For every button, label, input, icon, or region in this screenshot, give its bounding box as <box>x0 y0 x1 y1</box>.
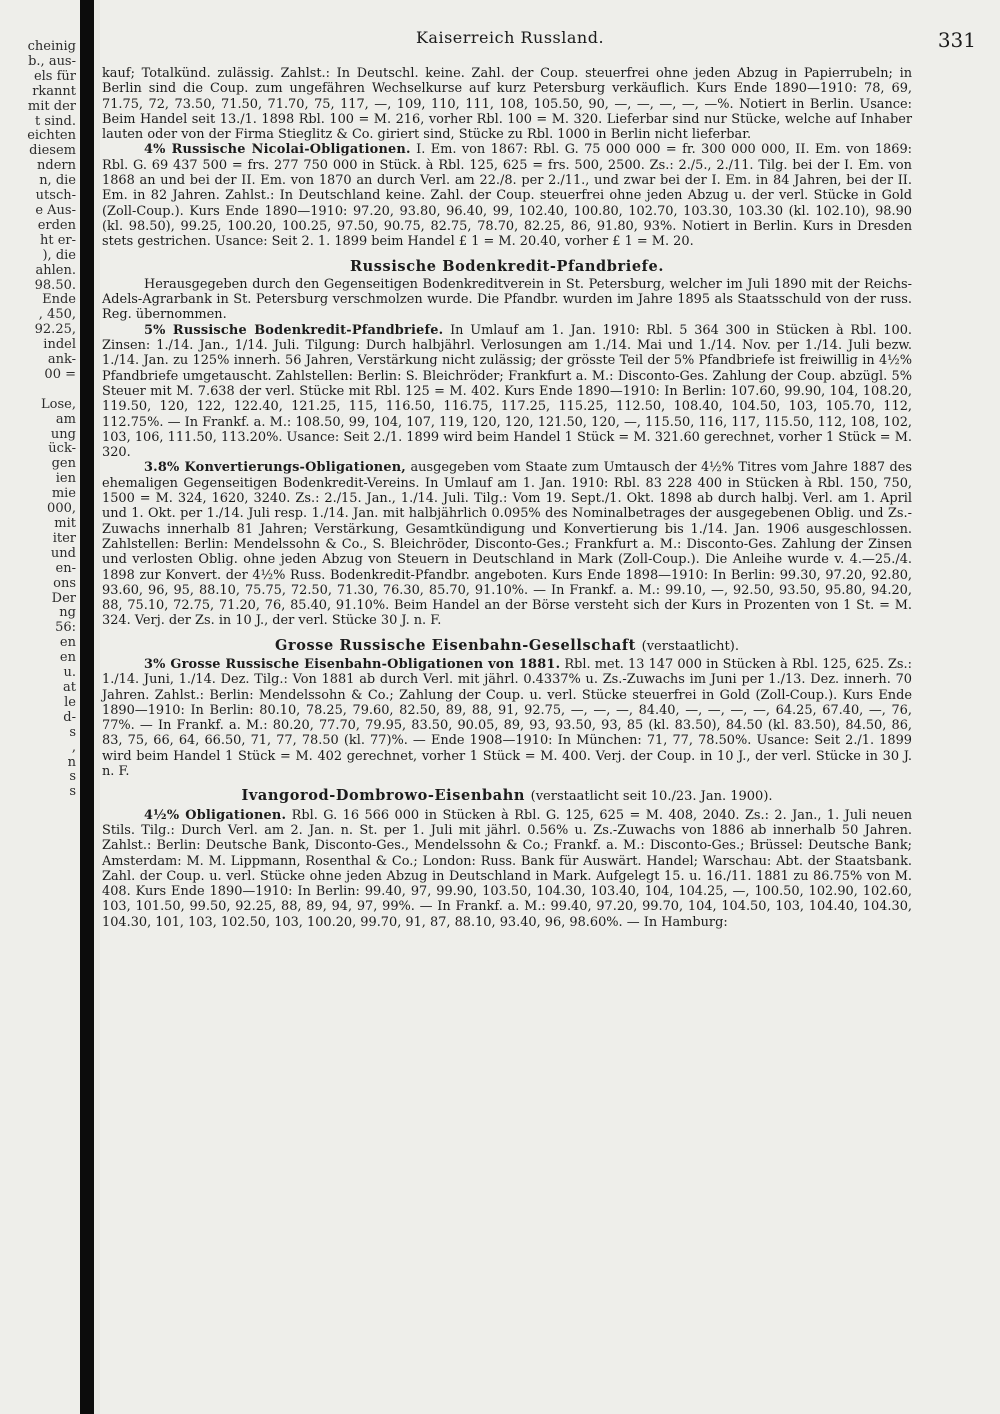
previous-page-fragment: diesem <box>29 143 76 159</box>
previous-page-fragment: ien <box>55 471 76 487</box>
previous-page-fragment: mie <box>51 486 76 502</box>
previous-page-fragment: ng <box>59 605 76 621</box>
previous-page-fragment: 56: <box>55 620 76 636</box>
previous-page-strip <box>0 0 80 1414</box>
previous-page-fragment: s <box>69 724 76 740</box>
previous-page-fragment: iter <box>52 530 76 546</box>
ivangorod-title: 4½% Obligationen. <box>144 807 287 823</box>
previous-page-fragment: t sind. <box>34 113 76 129</box>
previous-page-fragment: ht er- <box>39 232 76 248</box>
grosse-heading-note: (verstaatlicht). <box>641 638 739 654</box>
previous-page-fragment: ), die <box>42 247 76 263</box>
previous-page-fragment: utsch- <box>35 188 76 204</box>
previous-page-fragment: 000, <box>47 501 76 517</box>
previous-page-fragment: am <box>55 411 76 427</box>
running-title: Kaiserreich Russland. <box>415 28 605 47</box>
running-head <box>100 28 990 52</box>
bodenkredit-pfandbriefe-title: 5% Russische Bodenkredit-Pfandbriefe. <box>144 322 444 338</box>
previous-page-fragment: , 450, <box>38 307 76 323</box>
nicolai-title: 4% Russische Nicolai-Obligationen. <box>144 142 411 158</box>
bodenkredit-heading: Russische Bodenkredit-Pfandbriefe. <box>350 257 664 275</box>
konvertierung-text: ausgegeben vom Staate zum Umtausch der 4½% Titres vom Jahre 1887 des ehemaligen Gegenseitigen Bodenkredit-Vereins. In Umlauf am 1. Jan. 1910: Rbl. 83 228 400 in Stücken à Rbl. 150, 750, 1500 = M. 324, 1620, 3240. Zs.: 2./15. Jan., 1./14. Juli. Tilg.: Vom 19. Sept./1. Okt. 1898 ab durch halbj. Verl. am 1. April und 1. Okt. per 1./14. Juli resp. 1./14. Jan. mit halbjährlich 0.095% des Nominalbetrages der ausgegebenen Oblig. und Zs.-Zuwachs innerhalb 81 Jahren; Verstärkung, Gesamtkündigung und Konvertierung bis 1./14. Jan. 1906 ausgeschlossen. Zahlstellen: Berlin: Mendelssohn & Co., S. Bleichröder, Disconto-Ges.; Frankfurt a. M.: Disconto-Ges. Zahlung der Zinsen und verlosten Oblig. ohne jeden Abzug von Steuern in Deutschland in Mark (Zoll-Coup.). Die Anleihe wurde v. 4.—25./4. 1898 zur Konvert. der 4½% Russ. Bodenkredit-Pfandbr. angeboten. Kurs Ende 1898—1910: In Berlin: 99.30, 97.20, 92.80, 93.60, 96, 95, 88.10, 75.75, 72.50, 71.30, 76.30, 85.70, 91.10%. — In Frankf. a. M.: 99.10, —, 92.50, 93.50, 95.80, 94.20, 88, 75.10, 72.75, 71.20, 76, 85.40, 91.10%. Beim Handel an der Börse versteht sich der Kurs in Prozenten von 1 St. = M. 324. Verj. der Zs. in 10 J., der verl. Stücke 30 J. n. F. <box>102 460 913 629</box>
previous-page-fragment: els für <box>33 68 76 84</box>
page <box>100 0 1000 1414</box>
previous-page-fragment: en <box>59 635 76 651</box>
previous-page-fragment: , <box>71 739 76 755</box>
previous-page-fragment: s <box>69 769 76 785</box>
previous-page-fragment: gen <box>51 456 76 472</box>
previous-page-fragment: le <box>64 694 76 710</box>
ivangorod-heading-title: Ivangorod-Dombrowo-Eisenbahn <box>241 787 525 805</box>
previous-page-fragment: Ende <box>42 292 76 308</box>
grosse-text: Rbl. met. 13 147 000 in Stücken à Rbl. 125, 625. Zs.: 1./14. Juni, 1./14. Dez. Tilg.: Von 1881 ab durch Verl. mit jährl. 0.4337% u. Zs.-Zuwachs im Juni per 1./13. Dez. innerh. 70 Jahren. Zahlst.: Berlin: Mendelssohn & Co.; Zahlung der Coup. u. verl. Stücke steuerfrei in Gold (Zoll-Coup.). Kurs Ende 1890—1910: In Berlin: 80.10, 78.25, 79.60, 82.50, 89, 88, 91, 92.75, —, —, —, 84.40, —, —, —, —, 64.25, 67.40, —, 76, 77%. — In Frankf. a. M.: 80.20, 77.70, 79.95, 83.50, 90.05, 89, 93, 93.50, 93, 85 (kl. 83.50), 84.50 (kl. 83.50), 84.50, 86, 83, 75, 66, 64, 66.50, 71, 77, 78.50 (kl. 77)%. — Ende 1908—1910: In München: 71, 77, 78.50%. Usance: Seit 2./1. 1899 wird beim Handel 1 Stück = M. 402 gerechnet, vorher 1 Stück = M. 400. Verj. der Coup. in 10 J., der verl. Stücke in 30 J. n. F. <box>102 656 912 780</box>
ivangorod-text: Rbl. G. 16 566 000 in Stücken à Rbl. G. 125, 625 = M. 408, 2040. Zs.: 2. Jan., 1. Juli neuen Stils. Tilg.: Durch Verl. am 2. Jan. n. St. per 1. Juli mit jährl. 0.56% u. Zs.-Zuwachs von 1886 ab innerhalb 50 Jahren. Zahlst.: Berlin: Deutsche Bank, Disconto-Ges., Mendelssohn & Co.; Frankf. a. M.: Disconto-Ges.; Brüssel: Deutsche Bank; Amsterdam: M. M. Lippmann, Rosenthal & Co.; London: Russ. Bank für Auswärt. Handel; Warschau: Abt. der Staatsbank. Zahl. der Coup. u. verl. Stücke ohne jeden Abzug in Deutschland in Mark. Aufgelegt 15. u. 16./11. 1881 zu 86.75% von M. 408. Kurs Ende 1890—1910: In Berlin: 99.40, 97, 99.90, 103.50, 104.30, 103.40, 104, 104.25, —, 100.50, 102.90, 102.60, 103, 101.50, 99.50, 92.25, 88, 89, 94, 97, 99%. — In Frankf. a. M.: 99.40, 97.20, 99.70, 104, 104.50, 103, 104.40, 104.30, 104.30, 101, 103, 102.50, 103, 100.20, 99.70, 91, 87, 88.10, 93.40, 96, 98.60%. — In Hamburg: <box>102 807 912 930</box>
page-number: 331 <box>937 28 976 52</box>
previous-page-fragment: erden <box>37 217 76 233</box>
nicolai-text: I. Em. von 1867: Rbl. G. 75 000 000 = fr. 300 000 000, II. Em. von 1869: Rbl. G. 69 437 500 = frs. 277 750 000 in Stück. à Rbl. 125, 625 = frs. 500, 2500. Zs.: 2./5., 2./11. Tilg. bei der I. Em. von 1868 an und bei der II. Em. von 1870 an durch Verl. am 22./8. per 2./11., und zwar bei der I. Em. in 84 Jahren, bei der II. Em. in 82 Jahren. Zahlst.: In Deutschland keine. Zahl. der Coup. steuerfrei ohne jeden Abzug u. der verl. Stücke in Gold (Zoll-Coup.). Kurs Ende 1890—1910: 97.20, 93.80, 96.40, 99, 102.40, 100.80, 102.70, 103.30, 103.30 (kl. 102.10), 98.90 (kl. 98.50), 99.25, 100.20, 100.25, 97.50, 90.75, 82.75, 78.70, 82.25, 86, 91.80, 93%. Notiert in Berlin. Kurs in Dresden stets gestrichen. Usance: Seit 2. 1. 1899 beim Handel £ 1 = M. 20.40, vorher £ 1 = M. 20. <box>102 142 912 250</box>
previous-page-fragment: ahlen. <box>35 262 76 278</box>
previous-page-fragment: ung <box>50 426 76 442</box>
previous-page-fragment: e Aus- <box>35 202 76 218</box>
grosse-heading-title: Grosse Russische Eisenbahn-Gesellschaft <box>275 636 636 654</box>
previous-page-fragment: 92.25, <box>34 322 76 338</box>
previous-page-fragment: Der <box>51 590 76 606</box>
previous-page-fragment: at <box>63 679 76 695</box>
bodenkredit-pfandbriefe-text: In Umlauf am 1. Jan. 1910: Rbl. 5 364 300 in Stücken à Rbl. 100. Zinsen: 1./14. Jan., 1/14. Juli. Tilgung: Durch halbjährl. Verlosungen am 1./14. Mai und 1./14. Nov. per 1./14. Juli bezw. 1./14. Jan. zu 125% innerh. 56 Jahren, Verstärkung nicht zulässig; der grösste Teil der 5% Pfandbriefe ist freiwillig in 4½% Pfandbriefe umgetauscht. Zahlstellen: Berlin: S. Bleichröder; Frankfurt a. M.: Disconto-Ges. Zahlung der Coup. abzügl. 5% Steuer mit M. 7.638 der verl. Stücke mit Rbl. 125 = M. 402. Kurs Ende 1890—1910: In Berlin: 107.60, 99.90, 104, 108.20, 119.50, 120, 122, 122.40, 121.25, 115, 116.50, 116.75, 117.25, 115.25, 112.50, 108.40, 104.50, 103, 105.70, 112, 112.75%. — In Frankf. a. M.: 108.50, 99, 104, 107, 119, 120, 120, 121.50, 120, —, 115.50, 116, 117, 115.50, 112, 108, 102, 103, 106, 111.50, 113.20%. Usance: Seit 2./1. 1899 wird beim Handel 1 Stück = M. 321.60 gerechnet, vorher 1 Stück = M. 320. <box>102 322 912 461</box>
previous-page-fragment: ank- <box>47 352 76 368</box>
previous-page-fragment: 98.50. <box>34 277 76 293</box>
bodenkredit-intro: Herausgegeben durch den Gegenseitigen Bodenkreditverein in St. Petersburg, welcher im Juli 1890 mit der Reichs-Adels-Agrarbank in St. Petersburg verschmolzen wurde. Die Pfandbr. wurden im Jahre 1895 als Staatsschuld von der russ. Reg. übernommen. <box>102 276 912 323</box>
previous-page-fragment: b., aus- <box>28 53 76 69</box>
previous-page-fragment: indel <box>43 337 76 353</box>
previous-page-fragment: cheinig <box>27 39 76 54</box>
previous-page-fragment: und <box>50 545 76 561</box>
ivangorod-heading-note: (verstaatlicht seit 10./23. Jan. 1900). <box>530 789 773 805</box>
page-body <box>102 66 912 930</box>
previous-page-fragment: n <box>67 754 76 770</box>
ivangorod-heading <box>102 788 912 804</box>
previous-page-fragment: n, die <box>39 173 76 189</box>
ivangorod-paragraph <box>102 808 912 930</box>
previous-page-fragment: ück- <box>48 441 76 457</box>
previous-page-fragment: u. <box>63 665 76 681</box>
previous-page-fragment: Lose, <box>41 396 76 412</box>
intro-paragraph: kauf; Totalkünd. zulässig. Zahlst.: In Deutschl. keine. Zahl. der Coup. steuerfrei ohne jeden Abzug in Papierrubeln; in Berlin sind die Coup. zum ungefähren Wechselkurse auf kurz Petersburg verkäuflich. Kurs Ende 1890—1910: 78, 69, 71.75, 72, 73.50, 71.50, 71.70, 75, 117, —, 109, 110, 111, 108, 105.50, 90, —, —, —, —, —%. Notiert in Berlin. Usance: Beim Handel seit 13./1. 1898 Rbl. 100 = M. 216, vorher Rbl. 100 = M. 320. Lieferbar sind nur Stücke, welche auf Inhaber lauten oder von der Firma Stieglitz & Co. giriert sind, Stücke zu Rbl. 1000 in Berlin nicht lieferbar. <box>102 66 912 143</box>
previous-page-fragment: eichten <box>27 128 76 144</box>
previous-page-fragment: mit <box>54 516 76 531</box>
grosse-heading <box>102 638 912 654</box>
book-gutter <box>80 0 94 1414</box>
previous-page-fragment: rkannt <box>32 83 76 99</box>
previous-page-fragments <box>27 40 76 800</box>
konvertierung-title: 3.8% Konvertierungs-Obligationen, <box>144 460 406 476</box>
konvertierung-paragraph <box>102 460 912 628</box>
previous-page-fragment: mit der <box>27 98 76 114</box>
previous-page-fragment: en <box>59 650 76 666</box>
nicolai-paragraph <box>102 142 912 249</box>
previous-page-fragment: ons <box>53 575 76 591</box>
previous-page-fragment: s <box>69 784 76 800</box>
previous-page-fragment: 00 = <box>44 366 76 382</box>
grosse-title: 3% Grosse Russische Eisenbahn-Obligationen von 1881. <box>144 656 561 672</box>
bodenkredit-pfandbriefe-paragraph <box>102 323 912 461</box>
previous-page-fragment <box>27 383 76 398</box>
previous-page-fragment: en- <box>55 560 76 576</box>
grosse-paragraph <box>102 657 912 779</box>
previous-page-fragment: ndern <box>37 158 76 174</box>
previous-page-fragment: d- <box>63 709 76 725</box>
